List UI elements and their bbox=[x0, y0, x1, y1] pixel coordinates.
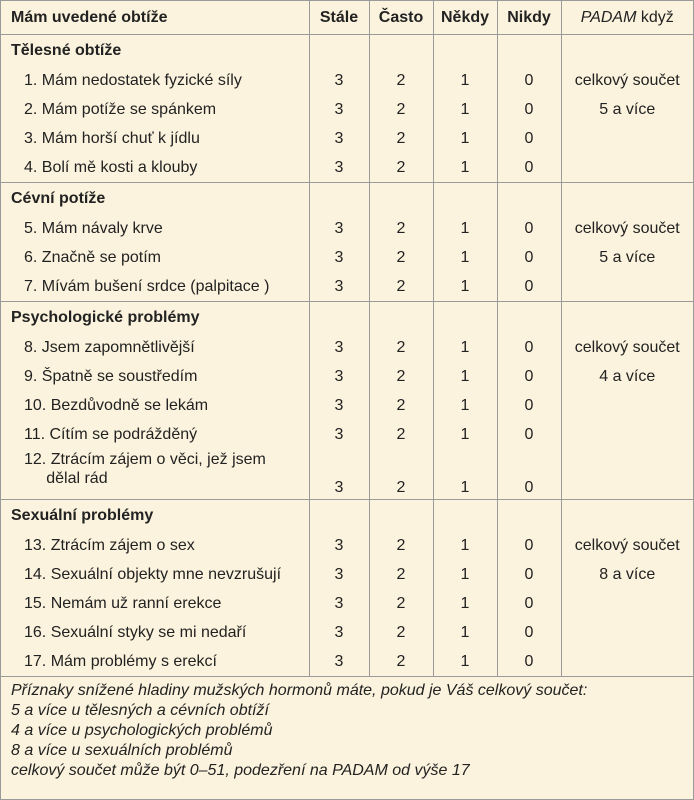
score-nekdy: 1 bbox=[433, 272, 497, 302]
section-empty-cell bbox=[561, 302, 693, 334]
item-label: 9. Špatně se soustředím bbox=[24, 368, 198, 385]
score-nekdy: 1 bbox=[433, 95, 497, 124]
score-casto: 2 bbox=[369, 618, 433, 647]
score-nekdy: 1 bbox=[433, 420, 497, 449]
score-stale: 3 bbox=[309, 153, 369, 183]
item-label: 12. Ztrácím zájem o věci, jež jsem dělal rád bbox=[24, 451, 266, 487]
item-label-cell bbox=[1, 647, 309, 677]
table-row bbox=[1, 66, 693, 95]
score-nekdy: 1 bbox=[433, 333, 497, 362]
score-stale: 3 bbox=[309, 391, 369, 420]
score-stale: 3 bbox=[309, 214, 369, 243]
section-row bbox=[1, 302, 693, 334]
section-row bbox=[1, 183, 693, 215]
score-stale: 3 bbox=[309, 531, 369, 560]
score-casto: 2 bbox=[369, 153, 433, 183]
table-row bbox=[1, 618, 693, 647]
header-casto: Často bbox=[369, 1, 433, 35]
score-stale: 3 bbox=[309, 124, 369, 153]
score-nekdy: 1 bbox=[433, 647, 497, 677]
table-row bbox=[1, 420, 693, 449]
footnote-line: 8 a více u sexuálních problémů bbox=[11, 742, 233, 759]
score-casto: 2 bbox=[369, 243, 433, 272]
score-nikdy: 0 bbox=[497, 272, 561, 302]
score-nikdy: 0 bbox=[497, 153, 561, 183]
score-nikdy: 0 bbox=[497, 560, 561, 589]
section-title: Psychologické problémy bbox=[11, 309, 200, 326]
item-label-cell bbox=[1, 66, 309, 95]
score-casto: 2 bbox=[369, 272, 433, 302]
item-label: 10. Bezdůvodně se lekám bbox=[24, 397, 209, 414]
table-row bbox=[1, 124, 693, 153]
padam-criterion bbox=[561, 124, 693, 153]
score-stale: 3 bbox=[309, 333, 369, 362]
padam-criterion: 8 a více bbox=[561, 560, 693, 589]
score-stale: 3 bbox=[309, 618, 369, 647]
section-row bbox=[1, 35, 693, 67]
score-casto: 2 bbox=[369, 214, 433, 243]
score-stale: 3 bbox=[309, 243, 369, 272]
score-casto: 2 bbox=[369, 95, 433, 124]
score-stale: 3 bbox=[309, 272, 369, 302]
section-empty-cell bbox=[433, 302, 497, 334]
padam-criterion bbox=[561, 647, 693, 677]
header-nikdy: Nikdy bbox=[497, 1, 561, 35]
score-stale: 3 bbox=[309, 560, 369, 589]
header-stale: Stále bbox=[309, 1, 369, 35]
table-row bbox=[1, 589, 693, 618]
item-label: 4. Bolí mě kosti a klouby bbox=[24, 159, 198, 176]
padam-criterion bbox=[561, 618, 693, 647]
table-row bbox=[1, 449, 693, 500]
padam-criterion: celkový součet bbox=[561, 333, 693, 362]
padam-criterion: celkový součet bbox=[561, 66, 693, 95]
table-row bbox=[1, 214, 693, 243]
item-label-cell bbox=[1, 589, 309, 618]
score-casto: 2 bbox=[369, 362, 433, 391]
table-row bbox=[1, 647, 693, 677]
padam-criterion bbox=[561, 449, 693, 500]
score-nekdy: 1 bbox=[433, 124, 497, 153]
item-label-cell bbox=[1, 449, 309, 500]
score-nikdy: 0 bbox=[497, 362, 561, 391]
item-label: 2. Mám potíže se spánkem bbox=[24, 101, 217, 118]
score-nikdy: 0 bbox=[497, 420, 561, 449]
score-stale: 3 bbox=[309, 647, 369, 677]
score-casto: 2 bbox=[369, 391, 433, 420]
section-empty-cell bbox=[561, 35, 693, 67]
padam-criterion bbox=[561, 420, 693, 449]
score-stale: 3 bbox=[309, 362, 369, 391]
score-casto: 2 bbox=[369, 531, 433, 560]
score-nikdy: 0 bbox=[497, 95, 561, 124]
item-label: 7. Mívám bušení srdce (palpitace ) bbox=[24, 278, 270, 295]
header-nekdy: Někdy bbox=[433, 1, 497, 35]
section-empty-cell bbox=[369, 183, 433, 215]
item-label: 14. Sexuální objekty mne nevzrušují bbox=[24, 566, 282, 583]
item-label-cell bbox=[1, 95, 309, 124]
item-label: 16. Sexuální styky se mi nedaří bbox=[24, 624, 247, 641]
score-nikdy: 0 bbox=[497, 124, 561, 153]
section-empty-cell bbox=[497, 183, 561, 215]
score-nekdy: 1 bbox=[433, 362, 497, 391]
table-body bbox=[1, 35, 693, 677]
padam-criterion bbox=[561, 391, 693, 420]
item-label: 1. Mám nedostatek fyzické síly bbox=[24, 72, 242, 89]
score-nekdy: 1 bbox=[433, 66, 497, 95]
score-stale: 3 bbox=[309, 420, 369, 449]
score-nikdy: 0 bbox=[497, 647, 561, 677]
item-label: 17. Mám problémy s erekcí bbox=[24, 653, 217, 670]
header-symptoms: Mám uvedené obtíže bbox=[1, 1, 309, 35]
section-empty-cell bbox=[433, 500, 497, 532]
score-casto: 2 bbox=[369, 589, 433, 618]
table-row bbox=[1, 153, 693, 183]
section-title: Sexuální problémy bbox=[11, 507, 154, 524]
score-casto: 2 bbox=[369, 124, 433, 153]
section-empty-cell bbox=[497, 35, 561, 67]
score-nikdy: 0 bbox=[497, 243, 561, 272]
section-empty-cell bbox=[369, 35, 433, 67]
table-row bbox=[1, 560, 693, 589]
score-stale: 3 bbox=[309, 66, 369, 95]
score-stale: 3 bbox=[309, 449, 369, 500]
score-nekdy: 1 bbox=[433, 391, 497, 420]
padam-criterion: celkový součet bbox=[561, 531, 693, 560]
section-empty-cell bbox=[309, 183, 369, 215]
score-nekdy: 1 bbox=[433, 560, 497, 589]
item-label-cell bbox=[1, 531, 309, 560]
padam-criterion: 4 a více bbox=[561, 362, 693, 391]
table-row bbox=[1, 391, 693, 420]
score-casto: 2 bbox=[369, 560, 433, 589]
score-nikdy: 0 bbox=[497, 589, 561, 618]
score-nekdy: 1 bbox=[433, 618, 497, 647]
score-nikdy: 0 bbox=[497, 449, 561, 500]
score-nekdy: 1 bbox=[433, 243, 497, 272]
header-row bbox=[1, 1, 693, 35]
item-label-cell bbox=[1, 618, 309, 647]
header-padam-when: když bbox=[636, 9, 674, 26]
section-empty-cell bbox=[497, 302, 561, 334]
score-nikdy: 0 bbox=[497, 333, 561, 362]
section-empty-cell bbox=[561, 183, 693, 215]
item-label-cell bbox=[1, 272, 309, 302]
table-row bbox=[1, 531, 693, 560]
questionnaire-table bbox=[1, 1, 693, 677]
table-row bbox=[1, 243, 693, 272]
section-title: Tělesné obtíže bbox=[11, 42, 122, 59]
score-stale: 3 bbox=[309, 95, 369, 124]
section-empty-cell bbox=[309, 500, 369, 532]
item-label: 6. Značně se potím bbox=[24, 249, 161, 266]
footnote-line: 4 a více u psychologických problémů bbox=[11, 722, 273, 739]
item-label-cell bbox=[1, 214, 309, 243]
table-row bbox=[1, 272, 693, 302]
table-row bbox=[1, 333, 693, 362]
score-nikdy: 0 bbox=[497, 618, 561, 647]
score-casto: 2 bbox=[369, 333, 433, 362]
section-empty-cell bbox=[433, 183, 497, 215]
section-empty-cell bbox=[309, 35, 369, 67]
section-empty-cell bbox=[369, 302, 433, 334]
score-nekdy: 1 bbox=[433, 214, 497, 243]
item-label-cell bbox=[1, 560, 309, 589]
footnote-line: celkový součet může být 0–51, podezření na PADAM od výše 17 bbox=[11, 762, 470, 779]
score-casto: 2 bbox=[369, 66, 433, 95]
footnote-line: 5 a více u tělesných a cévních obtíží bbox=[11, 702, 269, 719]
padam-criterion: 5 a více bbox=[561, 95, 693, 124]
header-padam bbox=[561, 1, 693, 35]
item-label: 15. Nemám už ranní erekce bbox=[24, 595, 222, 612]
padam-criterion bbox=[561, 272, 693, 302]
section-title: Cévní potíže bbox=[11, 190, 106, 207]
score-casto: 2 bbox=[369, 420, 433, 449]
table-row bbox=[1, 95, 693, 124]
section-empty-cell bbox=[309, 302, 369, 334]
item-label-cell bbox=[1, 420, 309, 449]
score-nikdy: 0 bbox=[497, 66, 561, 95]
item-label: 8. Jsem zapomnětlivější bbox=[24, 339, 195, 356]
score-nekdy: 1 bbox=[433, 531, 497, 560]
item-label: 11. Cítím se podrážděný bbox=[24, 426, 198, 443]
item-label-cell bbox=[1, 153, 309, 183]
item-label-cell bbox=[1, 333, 309, 362]
score-nikdy: 0 bbox=[497, 214, 561, 243]
score-stale: 3 bbox=[309, 589, 369, 618]
section-row bbox=[1, 500, 693, 532]
score-nikdy: 0 bbox=[497, 391, 561, 420]
item-label-cell bbox=[1, 124, 309, 153]
score-casto: 2 bbox=[369, 647, 433, 677]
section-empty-cell bbox=[433, 35, 497, 67]
header-padam-abbr: PADAM bbox=[580, 9, 637, 26]
section-empty-cell bbox=[369, 500, 433, 532]
score-nekdy: 1 bbox=[433, 449, 497, 500]
padam-criterion bbox=[561, 153, 693, 183]
score-nekdy: 1 bbox=[433, 153, 497, 183]
item-label: 13. Ztrácím zájem o sex bbox=[24, 537, 195, 554]
item-label: 5. Mám návaly krve bbox=[24, 220, 163, 237]
padam-criterion bbox=[561, 589, 693, 618]
item-label: 3. Mám horší chuť k jídlu bbox=[24, 130, 200, 147]
item-label-cell bbox=[1, 391, 309, 420]
section-empty-cell bbox=[497, 500, 561, 532]
score-casto: 2 bbox=[369, 449, 433, 500]
section-empty-cell bbox=[561, 500, 693, 532]
padam-criterion: 5 a více bbox=[561, 243, 693, 272]
score-nikdy: 0 bbox=[497, 531, 561, 560]
item-label-cell bbox=[1, 362, 309, 391]
score-nekdy: 1 bbox=[433, 589, 497, 618]
table-row bbox=[1, 362, 693, 391]
footnote-line: Příznaky snížené hladiny mužských hormonů máte, pokud je Váš celkový součet: bbox=[11, 682, 588, 699]
item-label-cell bbox=[1, 243, 309, 272]
footnote bbox=[1, 677, 693, 781]
padam-criterion: celkový součet bbox=[561, 214, 693, 243]
